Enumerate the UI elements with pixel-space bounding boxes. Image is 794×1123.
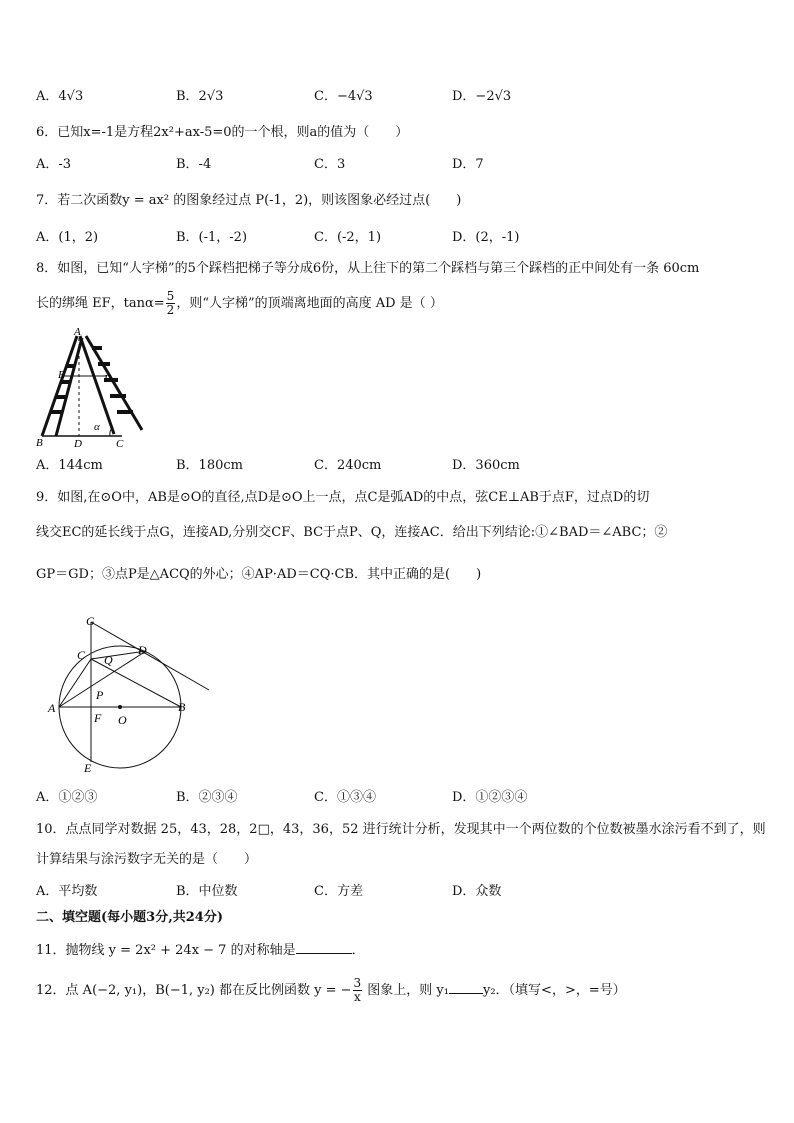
circle-label-g: G xyxy=(86,614,95,628)
q10-stem-line2: 计算结果与涂污数字无关的是（ ） xyxy=(36,852,258,867)
ladder-figure xyxy=(34,326,150,450)
q12-stem-mid: 图象上，则 y₁ xyxy=(363,983,449,998)
q12-stem-text: 12．点 A(−2, y₁)，B(−1, y₂) 都在反比例函数 y = − xyxy=(36,983,352,998)
circle-label-f: F xyxy=(94,711,102,725)
q12-fraction xyxy=(353,977,363,1004)
circle-label-q: Q xyxy=(104,653,113,667)
q9-stem-line1: 9．如图,在⊙O中，AB是⊙O的直径,点D是⊙O上一点，点C是弧AD的中点，弦CE⊥AB于点F，过点D的切 xyxy=(36,490,650,505)
q6-stem: 6．已知x=-1是方程2x²+ax-5=0的一个根，则a的值为（ ） xyxy=(36,125,409,140)
q10-option-a: A．平均数 xyxy=(36,884,98,899)
q8-stem-line1: 8．如图，已知“人字梯”的5个踩档把梯子等分成6份，从上往下的第二个踩档与第三个踩档的正中间处有一条 60cm xyxy=(36,261,700,276)
q9-option-d: D．①②③④ xyxy=(452,790,528,805)
circle-figure xyxy=(44,612,214,778)
q5-option-c: C．−4√3 xyxy=(314,89,373,104)
q8-stem-part2: ，则“人字梯”的顶端离地面的高度 AD 是（ ） xyxy=(176,296,443,311)
q11-answer-blank[interactable] xyxy=(296,941,352,954)
q9-stem-line2: 线交EC的延长线于点G，连接AD,分别交CF、BC于点P、Q，连接AC．给出下列结论:①∠BAD＝∠ABC；② xyxy=(36,525,668,540)
q8-option-c: C．240cm xyxy=(314,458,382,473)
circle-label-p: P xyxy=(96,688,104,702)
q7-option-b: B．(-1，-2) xyxy=(176,230,248,245)
ladder-label-c: C xyxy=(116,438,124,450)
q9-option-a: A．①②③ xyxy=(36,790,98,805)
q8-tan-fraction xyxy=(166,290,176,317)
q9-stem-line3: GP＝GD；③点P是△ACQ的外心；④AP·AD＝CQ·CB．其中正确的是( ) xyxy=(36,567,482,582)
q5-option-a: A．4√3 xyxy=(36,89,84,104)
q12-answer-blank[interactable] xyxy=(449,981,483,994)
q10-option-d: D．众数 xyxy=(452,884,502,899)
q7-stem: 7．若二次函数y = ax² 的图象经过点 P(-1，2)，则该图象必经过点( ) xyxy=(36,193,462,208)
q12-stem-end: y₂．（填写<，>，=号） xyxy=(483,983,626,998)
ladder-label-b: B xyxy=(36,437,43,449)
q12-frac-numerator: 3 xyxy=(353,976,362,990)
q12-stem xyxy=(36,976,626,1006)
ladder-label-e: E xyxy=(58,369,65,381)
q8-frac-numerator: 5 xyxy=(166,289,175,303)
q10-stem-line1: 10．点点同学对数据 25，43，28，2□，43，36，52 进行统计分析，发现其中一个两位数的个位数被墨水涂污看不到了，则 xyxy=(36,822,766,837)
q7-option-d: D．(2，-1) xyxy=(452,230,520,245)
circle-label-d: D xyxy=(138,643,147,657)
circle-label-b: B xyxy=(178,700,186,714)
q6-option-c: C．3 xyxy=(314,157,346,172)
q9-option-c: C．①③④ xyxy=(314,790,376,805)
circle-label-c: C xyxy=(77,648,86,662)
q8-stem-part1: 长的绑绳 EF，tanα= xyxy=(36,296,165,311)
circle-label-a: A xyxy=(48,701,56,715)
q11-stem-end: ． xyxy=(351,943,365,958)
q8-option-a: A．144cm xyxy=(36,458,103,473)
q6-option-a: A．-3 xyxy=(36,157,72,172)
q8-frac-denominator: 2 xyxy=(166,303,175,317)
q8-option-d: D．360cm xyxy=(452,458,520,473)
ladder-label-d: D xyxy=(74,438,82,450)
circle-label-e: E xyxy=(84,761,92,775)
q5-option-b: B．2√3 xyxy=(176,89,224,104)
q7-option-c: C．(-2，1) xyxy=(314,230,382,245)
section-heading-fill-in: 二、填空题(每小题3分,共24分) xyxy=(36,910,223,925)
q12-frac-denominator: x xyxy=(353,990,361,1004)
q11-stem xyxy=(36,941,365,960)
ladder-label-alpha: α xyxy=(94,421,100,433)
q8-option-b: B．180cm xyxy=(176,458,243,473)
q5-option-d: D．−2√3 xyxy=(452,89,512,104)
center-dot-o xyxy=(118,705,122,709)
q10-option-b: B．中位数 xyxy=(176,884,238,899)
q7-option-a: A．(1，2) xyxy=(36,230,99,245)
q6-option-b: B．-4 xyxy=(176,157,212,172)
q10-option-c: C．方差 xyxy=(314,884,363,899)
q6-option-d: D．7 xyxy=(452,157,484,172)
q8-stem-line2 xyxy=(36,290,443,317)
ladder-label-f: F xyxy=(104,373,111,385)
circle-label-o: O xyxy=(118,713,127,727)
ladder-label-a: A xyxy=(74,326,81,338)
q11-stem-text: 11．抛物线 y = 2x² + 24x − 7 的对称轴是 xyxy=(36,943,296,958)
q9-option-b: B．②③④ xyxy=(176,790,238,805)
